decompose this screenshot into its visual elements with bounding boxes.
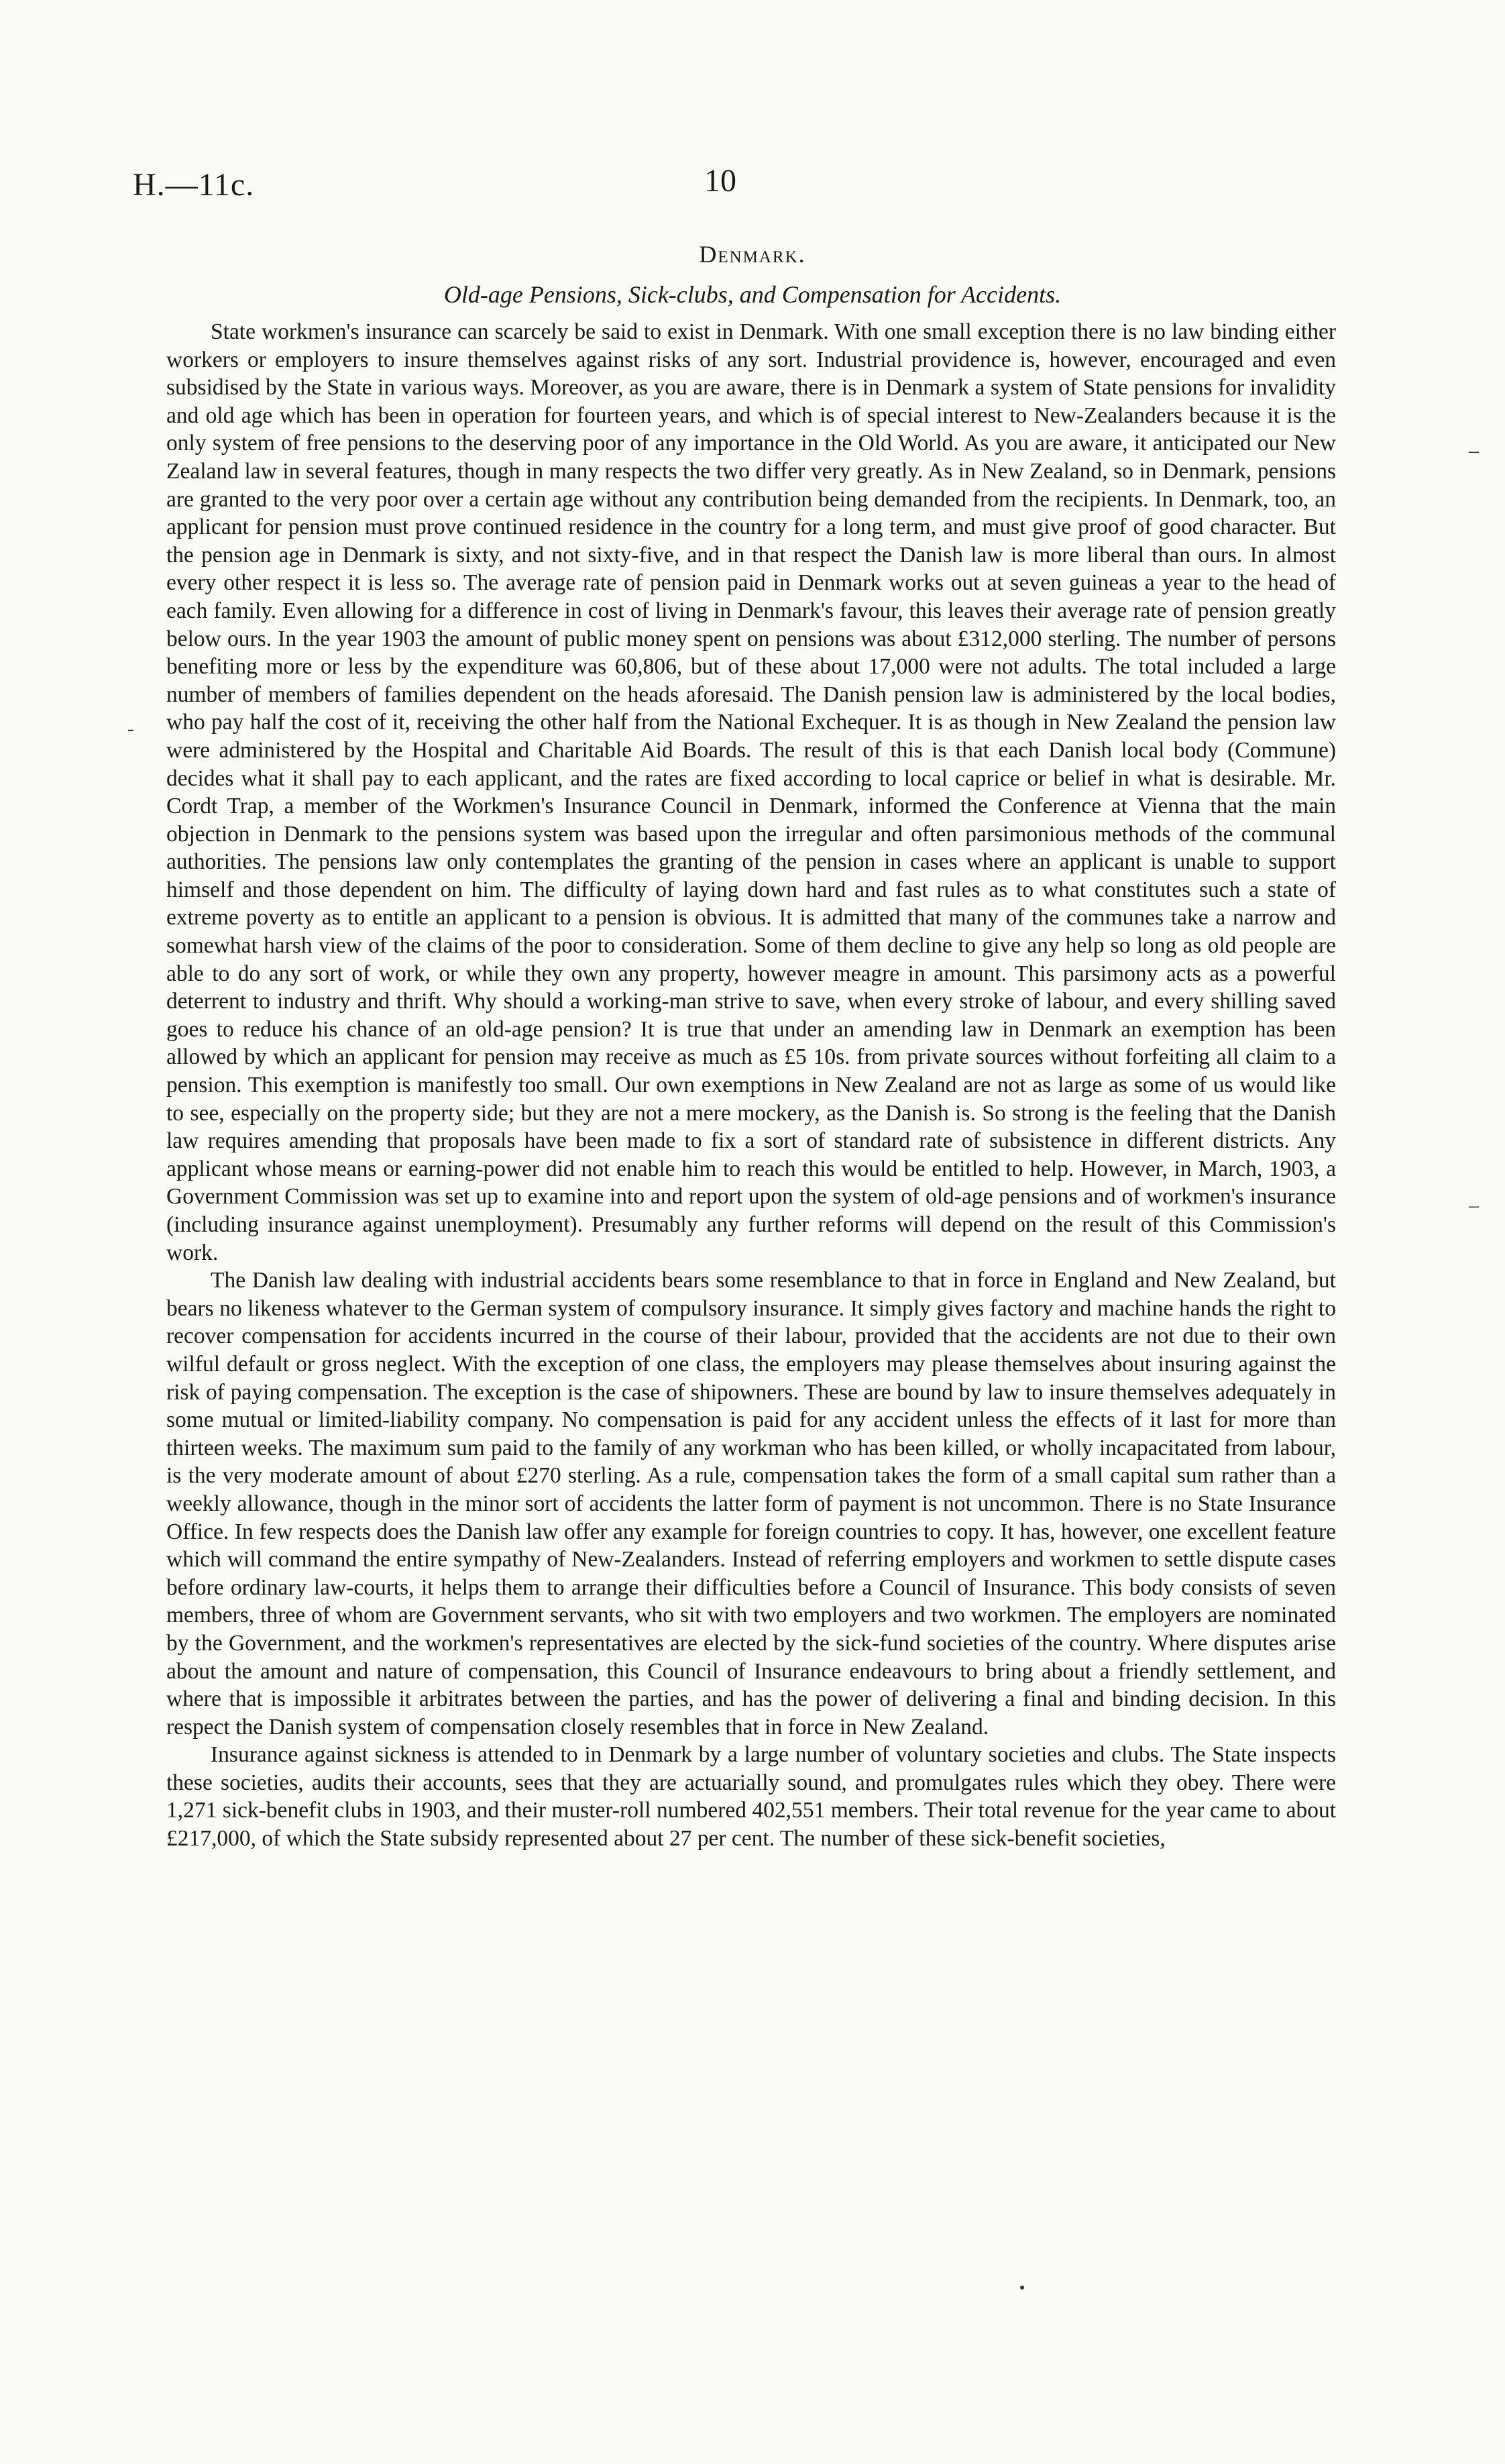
paragraph-industrial-accidents: The Danish law dealing with industrial accidents bears some resemblance to that in force in England and New Zealand, but bears no likeness whatever to the German system of compulsory insurance. It simply gives factory and machine hands the right to recover compensation for accidents incurred in the course of their labour, provided that the accidents are not due to their own wilful default or gross neglect. With the exception of one class, the employers may please themselves about insuring against the risk of paying compensation. The exception is the case of shipowners. These are bound by law to insure themselves adequately in some mutual or limited-liability company. No compensation is paid for any accident unless the effects of it last for more than thirteen weeks. The maximum sum paid to the family of any workman who has been killed, or wholly incapacitated from labour, is the very moderate amount of about £270 sterling. As a rule, compensation takes the form of a small capital sum rather than a weekly allowance, though in the minor sort of accidents the latter form of payment is not uncommon. There is no State Insurance Office. In few respects does the Danish law offer any example for foreign countries to copy. It has, however, one excellent feature which will command the entire sympathy of New-Zealanders. Instead of referring employers and workmen to settle dispute cases before ordinary law-courts, it helps them to arrange their difficulties before a Council of Insurance. This body consists of seven members, three of whom are Government servants, who sit with two employers and two workmen. The employers are nominated by the Government, and the workmen's representatives are elected by the sick-fund societies of the country. Where disputes arise about the amount and nature of compensation, this Council of Insurance endeavours to bring about a friendly settlement, and where that is impossible it arbitrates between the parties, and has the power of delivering a final and binding decision. In this respect the Danish system of compensation closely resembles that in force in New Zealand. (166, 1268, 1336, 1739)
paragraph-sickness-insurance: Insurance against sickness is attended to in Denmark by a large number of voluntary societies and clubs. The State inspects these societies, audits their accounts, sees that they are actuarially sound, and promulgates rules which they obey. There were 1,271 sick-benefit clubs in 1903, and their muster-roll numbered 402,551 members. Their total revenue for the year came to about £217,000, of which the State subsidy represented about 27 per cent. The number of these sick-benefit societies, (166, 1742, 1336, 1852)
scan-speck (1020, 2286, 1024, 2290)
section-subtitle: Old-age Pensions, Sick-clubs, and Compensation for Accidents. (443, 281, 1062, 308)
margin-dash-mark: ‒ (1469, 1194, 1479, 1216)
page-number: 10 (704, 163, 736, 199)
section-title: Denmark. (699, 241, 806, 268)
body-text (166, 318, 1336, 1853)
margin-dash-mark: - (127, 718, 134, 740)
document-reference: H.—11c. (133, 167, 255, 203)
margin-dash-mark: ‒ (1469, 439, 1479, 462)
paragraph-old-age-pensions: State workmen's insurance can scarcely be said to exist in Denmark. With one small exception there is no law binding either workers or employers to insure themselves against risks of any sort. Industrial providence is, however, encouraged and even subsidised by the State in various ways. Moreover, as you are aware, there is in Denmark a system of State pensions for invalidity and old age which has been in operation for fourteen years, and which is of special interest to New-Zealanders because it is the only system of free pensions to the deserving poor of any importance in the Old World. As you are aware, it anticipated our New Zealand law in several features, though in many respects the two differ very greatly. As in New Zealand, so in Denmark, pensions are granted to the very poor over a certain age without any contribution being demanded from the recipients. In Denmark, too, an applicant for pension must prove continued residence in the country for a long term, and must give proof of good character. But the pension age in Denmark is sixty, and not sixty-five, and in that respect the Danish law is more liberal than ours. In almost every other respect it is less so. The average rate of pension paid in Denmark works out at seven guineas a year to the head of each family. Even allowing for a difference in cost of living in Denmark's favour, this leaves their average rate of pension greatly below ours. In the year 1903 the amount of public money spent on pensions was about £312,000 sterling. The number of persons benefiting more or less by the expenditure was 60,806, but of these about 17,000 were not adults. The total included a large number of members of families dependent on the heads aforesaid. The Danish pension law is administered by the local bodies, who pay half the cost of it, receiving the other half from the National Exchequer. It is as though in New Zealand the pension law were administered by the Hospital and Charitable Aid Boards. The result of this is that each Danish local body (Commune) decides what it shall pay to each applicant, and the rates are fixed according to local caprice or belief in what is desirable. Mr. Cordt Trap, a member of the Workmen's Insurance Council in Denmark, informed the Conference at Vienna that the main objection in Denmark to the pensions system was based upon the irregular and often parsimonious methods of the communal authorities. The pensions law only contemplates the granting of the pension in cases where an applicant is unable to support himself and those dependent on him. The difficulty of laying down hard and fast rules as to what constitutes such a state of extreme poverty as to entitle an applicant to a pension is obvious. It is admitted that many of the communes take a narrow and somewhat harsh view of the claims of the poor to consideration. Some of them decline to give any help so long as old people are able to do any sort of work, or while they own any property, however meagre in amount. This parsimony acts as a powerful deterrent to industry and thrift. Why should a working-man strive to save, when every stroke of labour, and every shilling saved goes to reduce his chance of an old-age pension? It is true that under an amending law in Denmark an exemption has been allowed by which an applicant for pension may receive as much as £5 10s. from private sources without forfeiting all claim to a pension. This exemption is manifestly too small. Our own exemptions in New Zealand are not as large as some of us would like to see, especially on the property side; but they are not a mere mockery, as the Danish is. So strong is the feeling that the Danish law requires amending that proposals have been made to fix a sort of standard rate of subsistence in different districts. Any applicant whose means or earning-power did not enable him to reach this would be entitled to help. However, in March, 1903, a Government Commission was set up to examine into and report upon the system of old-age pensions and of workmen's insurance (including insurance against unemployment). Presumably any further reforms will depend on the result of this Commission's work. (166, 319, 1336, 1265)
